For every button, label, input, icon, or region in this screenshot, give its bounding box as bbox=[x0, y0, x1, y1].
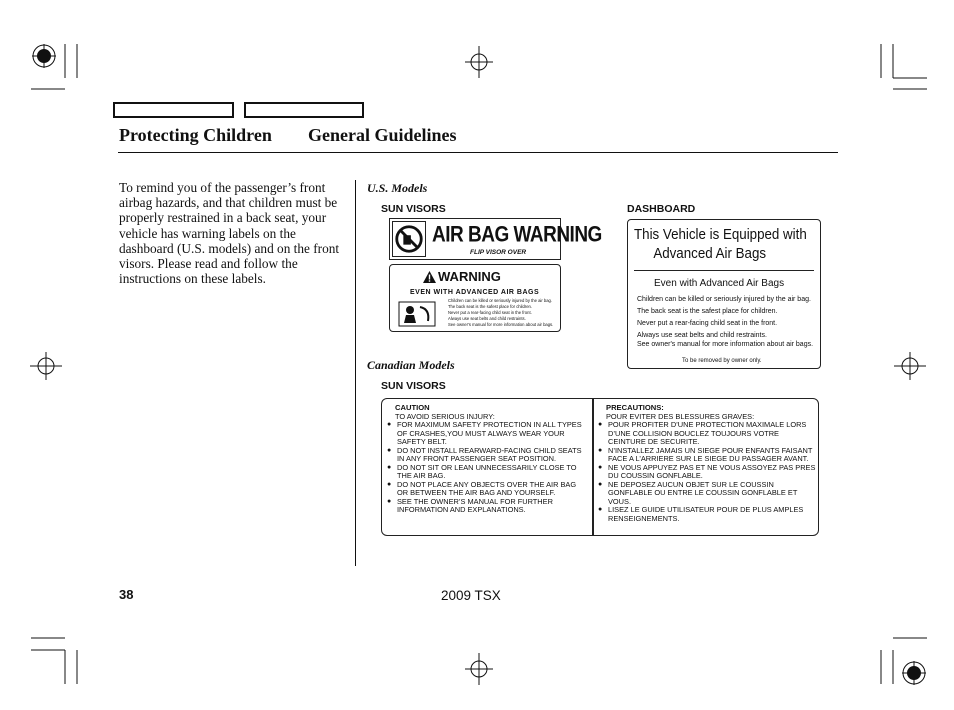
dashboard-title bbox=[634, 226, 807, 264]
warning-line: The back seat is the safest place for children. bbox=[448, 304, 533, 309]
dashboard-divider bbox=[634, 270, 814, 271]
no-child-seat-icon bbox=[392, 221, 426, 257]
canadian-caution-label bbox=[381, 398, 819, 536]
dashboard-title-line2: Advanced Air Bags bbox=[653, 246, 767, 262]
dashboard-remove-note: To be removed by owner only. bbox=[682, 358, 762, 364]
subsection-title: General Guidelines bbox=[308, 125, 457, 145]
header-tab-box-1 bbox=[113, 102, 234, 118]
caution-english-column bbox=[385, 404, 585, 515]
us-sun-visors-label: SUN VISORS bbox=[381, 203, 446, 215]
precautions-item: ● LISEZ LE GUIDE UTILISATEUR POUR DE PLUS AMPLES RENSEIGNEMENTS. bbox=[598, 505, 804, 523]
warning-line: See owner's manual for more information about air bags. bbox=[448, 322, 554, 327]
page-number: 38 bbox=[119, 587, 134, 602]
warning-title: WARNING bbox=[438, 269, 501, 284]
precautions-item: ● NE DEPOSEZ AUCUN OBJET SUR LE COUSSIN GONFLABLE OU ENTRE LE COUSSIN GONFLABLE ET VOUS. bbox=[598, 479, 798, 506]
dashboard-title-line1: This Vehicle is Equipped with bbox=[634, 227, 807, 243]
dashboard-even-text: Even with Advanced Air Bags bbox=[654, 278, 785, 289]
canadian-models-heading: Canadian Models bbox=[367, 358, 455, 372]
airbag-warning-label bbox=[389, 218, 602, 260]
section-title: Protecting Children bbox=[119, 125, 272, 145]
airbag-warning-title: AIR BAG WARNING bbox=[432, 223, 602, 248]
warning-even-text: EVEN WITH ADVANCED AIR BAGS bbox=[410, 289, 540, 296]
warning-line: Never put a rear-facing child seat in the front. bbox=[448, 310, 532, 315]
column-divider bbox=[355, 180, 356, 566]
precautions-intro: POUR EVITER DES BLESSURES GRAVES: bbox=[606, 411, 755, 421]
us-dashboard-label: DASHBOARD bbox=[627, 203, 696, 215]
warning-label bbox=[389, 264, 561, 332]
caution-item: ● DO NOT SIT OR LEAN UNNECESSARILY CLOSE TO THE AIR BAG. bbox=[387, 462, 577, 480]
canada-sun-visors-label: SUN VISORS bbox=[381, 380, 446, 392]
header-tab-box-2 bbox=[244, 102, 364, 118]
dashboard-label bbox=[627, 219, 821, 369]
dashboard-line: See owner's manual for more information about air bags. bbox=[637, 341, 814, 348]
precautions-item: ● N’INSTALLEZ JAMAIS UN SIEGE POUR ENFANTS FAISANT FACE A L’ARRIERE SUR LE SIEGE DU PASSAGER AVANT. bbox=[598, 445, 813, 463]
precautions-item: ● POUR PROFITER D’UNE PROTECTION MAXIMALE LORS D’UNE COLLISION BOUCLEZ TOUJOURS VOTRE CEINTURE DE SECURITE. bbox=[598, 420, 807, 446]
warning-line: Children can be killed or seriously injured by the air bag. bbox=[448, 298, 553, 303]
dashboard-line: Never put a rear-facing child seat in the front. bbox=[637, 320, 778, 327]
dashboard-line: Always use seat belts and child restraints. bbox=[637, 332, 767, 339]
caution-intro: TO AVOID SERIOUS INJURY: bbox=[395, 411, 495, 421]
model-name: 2009 TSX bbox=[441, 588, 501, 603]
caution-item: ● DO NOT PLACE ANY OBJECTS OVER THE AIR BAG OR BETWEEN THE AIR BAG AND YOURSELF. bbox=[387, 479, 577, 497]
header-rule bbox=[118, 152, 838, 153]
us-models-heading: U.S. Models bbox=[367, 181, 428, 195]
caution-item: ● FOR MAXIMUM SAFETY PROTECTION IN ALL TYPES OF CRASHES,YOU MUST ALWAYS WEAR YOUR SAFETY BELT. bbox=[387, 420, 582, 446]
caution-item: ● SEE THE OWNER’S MANUAL FOR FURTHER INFORMATION AND EXPLANATIONS. bbox=[387, 496, 553, 514]
caution-item: ● DO NOT INSTALL REARWARD-FACING CHILD SEATS IN ANY FRONT PASSENGER SEAT POSITION. bbox=[387, 445, 582, 463]
dashboard-line: Children can be killed or seriously injured by the air bag. bbox=[637, 296, 811, 303]
airbag-warning-subtitle: FLIP VISOR OVER bbox=[470, 249, 527, 256]
precautions-heading: PRECAUTIONS: bbox=[606, 403, 664, 412]
caution-label-divider bbox=[592, 399, 594, 535]
precautions-item: ● NE VOUS APPUYEZ PAS ET NE VOUS ASSOYEZ PAS PRES DU COUSSIN GONFLABLE. bbox=[598, 462, 816, 480]
dashboard-line: The back seat is the safest place for children. bbox=[637, 308, 778, 315]
caution-heading: CAUTION bbox=[395, 403, 430, 412]
child-airbag-pictogram-icon bbox=[398, 301, 436, 327]
body-paragraph: To remind you of the passenger’s front airbag hazards, and that children must be properly restrained in a back seat, your vehicle has warning labels on the dashboard (U.S. models) and on the front visors. Please read and follow the instructions on these labels. bbox=[119, 180, 340, 287]
caution-french-column bbox=[596, 404, 816, 523]
warning-line: Always use seat belts and child restraints. bbox=[448, 316, 526, 321]
warning-triangle-icon bbox=[423, 271, 436, 283]
